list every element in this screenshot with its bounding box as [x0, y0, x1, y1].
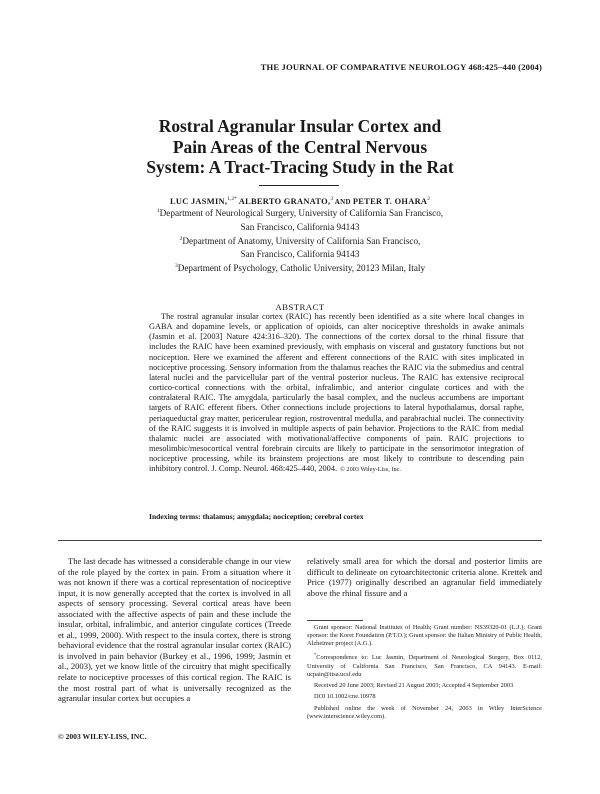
footnote-divider: [307, 620, 363, 621]
footer-copyright: © 2003 WILEY-LISS, INC.: [58, 732, 147, 741]
title-line: Pain Areas of the Central Nervous: [172, 136, 428, 157]
title-line: Rostral Agranular Insular Cortex and: [158, 116, 442, 136]
abstract-copyright: © 2003 Wiley-Liss, Inc.: [340, 466, 401, 474]
abstract-text: The rostral agranular insular cortex (RAIC) has recently been identified as a site where local changes in GABA and dopamine levels, or application of opioids, can alter nociceptive thresholds in awake animals (Jasmin et al. [2003] Nature 424:316–320). The connections of the cortex dorsal to the rhinal fissure that includes the RAIC have been examined previously, with emphasis on visceral and gustatory functions but not nociception. Here we examined the afferent and efferent connections of the RAIC with sites implicated in nociceptive processing. Sensory information from the thalamus reaches the RAIC via the submedius and central lateral nuclei and the parvicellular part of the ventral posterior nucleus. The RAIC has extensive reciprocal cortico-cortical connections with the orbital, infralimbic, and anterior cingulate cortices and with the contralateral RAIC. The amygdala, particularly the basal complex, and the nucleus accumbens are important targets of RAIC efferent fibers. Other connections include projections to lateral hypothalamus, dorsal raphe, periaqueductal gray matter, pericerulear region, rostroventral medulla, and parabrachial nuclei. The connectivity of the RAIC suggests it is involved in multiple aspects of pain behavior. Projections to the RAIC from medial thalamic nuclei are associated with motivational/affective components of pain. RAIC projections to mesolimbic/mesocortical ventral forebrain circuits are likely to participate in the sensorimotor integration of nociceptive processing, while its brainstem projections are most likely to contribute to descending pain inhibitory control. J. Comp. Neurol. 468:425–440, 2004.: [149, 312, 524, 474]
footnote-dates: Received 20 June 2003; Revised 21 August 2003; Accepted 4 September 2003: [314, 681, 514, 689]
affiliation-text: Department of Anatomy, University of California San Francisco,: [182, 235, 421, 246]
title-divider: [259, 185, 339, 186]
indexing-terms-label: Indexing terms:: [149, 512, 201, 521]
affiliation-number: 2: [179, 235, 183, 242]
affiliation-line: [0, 261, 600, 275]
footnotes: [307, 624, 542, 724]
body-column-left: The last decade has witnessed a considerable change in our view of the role played by the cortex in pain. From a situation where it was not known if there was a cortical representation of nociceptive input, it is now generally accepted that the cortex is involved in all aspects of sensory processing. Several cortical areas have been associated with the affective aspects of pain and these include the insular, orbital, infralimbic, and anterior cingulate cortices (Treede et al., 1999, 2000). With respect to the insula cortex, there is strong behavioral evidence that the rostral agranular insular cortex (RAIC) is involved in pain behavior (Burkey et al., 1996, 1999; Jasmin et al., 2003), yet we know little of the circuitry that might specifically relate to nociceptive processes of this cortical region. The RAIC is the most rostral part of what is universally recognized as the agranular insular cortex but occupies a: [58, 556, 291, 704]
affiliation-text: Department of Psychology, Catholic University, 20123 Milan, Italy: [177, 263, 426, 274]
author-affiliation-mark: 3: [330, 196, 334, 202]
footnote-doi: DOI 10.1002/cne.10978: [314, 693, 376, 701]
abstract-body: [149, 312, 524, 476]
footnote-published: Published online the week of November 24, 2003 in Wiley InterScience (www.interscience.wiley.com).: [307, 704, 542, 720]
author-list: [0, 196, 600, 206]
author-conjunction: AND: [333, 197, 353, 206]
affiliation-line: [0, 247, 600, 261]
footnote-correspondence: [307, 651, 542, 678]
author-name: PETER T. OHARA: [352, 196, 428, 206]
affiliation-line: [0, 234, 600, 248]
indexing-terms: [149, 512, 364, 521]
body-column-right: relatively small area for which the dorsal and posterior limits are difficult to delineate on cytoarchitectonic criteria alone. Krettek and Price (1977) originally described an agranular field immediately above the rhinal fissure and a: [307, 556, 542, 598]
journal-header: THE JOURNAL OF COMPARATIVE NEUROLOGY 468:425–440 (2004): [260, 62, 542, 72]
correspondence-text: Correspondence to: Luc Jasmin, Department of Neurological Surgery, Box 0112, University of California San Francisco, San Francisco, CA 94143. E-mail: ucpain@itsa.ucsf.edu: [307, 654, 542, 678]
affiliation-text: San Francisco, California 94143: [240, 249, 360, 260]
title-line: System: A Tract-Tracing Study in the Rat: [146, 157, 454, 177]
author-affiliation-mark: 1,2*: [227, 196, 237, 202]
affiliation-text: San Francisco, California 94143: [240, 221, 360, 232]
author-name: ALBERTO GRANATO,: [236, 196, 331, 206]
correspondence-mark: *: [314, 652, 317, 658]
affiliation-number: 1: [156, 208, 160, 214]
author-name: LUC JASMIN,: [169, 196, 228, 206]
section-divider: [58, 540, 542, 541]
article-title: [60, 116, 540, 178]
affiliation-line: [0, 206, 600, 220]
footnote-grant: Grant sponsor: National Institutes of Health; Grant number: NS39320-01 (L.J.); Grant sponsor: the Koret Foundation (P.T.O.); Grant sponsor: the Italian Ministry of Public Health, Alzheimer project (A.G.).: [307, 624, 542, 648]
affiliations: [0, 206, 600, 275]
indexing-terms-list: thalamus; amygdala; nociception; cerebral cortex: [200, 512, 364, 521]
affiliation-text: Department of Neurological Surgery, University of California San Francisco,: [159, 208, 444, 219]
affiliation-number: 3: [174, 263, 178, 270]
author-affiliation-mark: 2: [427, 196, 431, 202]
affiliation-line: [0, 220, 600, 234]
abstract-heading: ABSTRACT: [275, 302, 325, 312]
